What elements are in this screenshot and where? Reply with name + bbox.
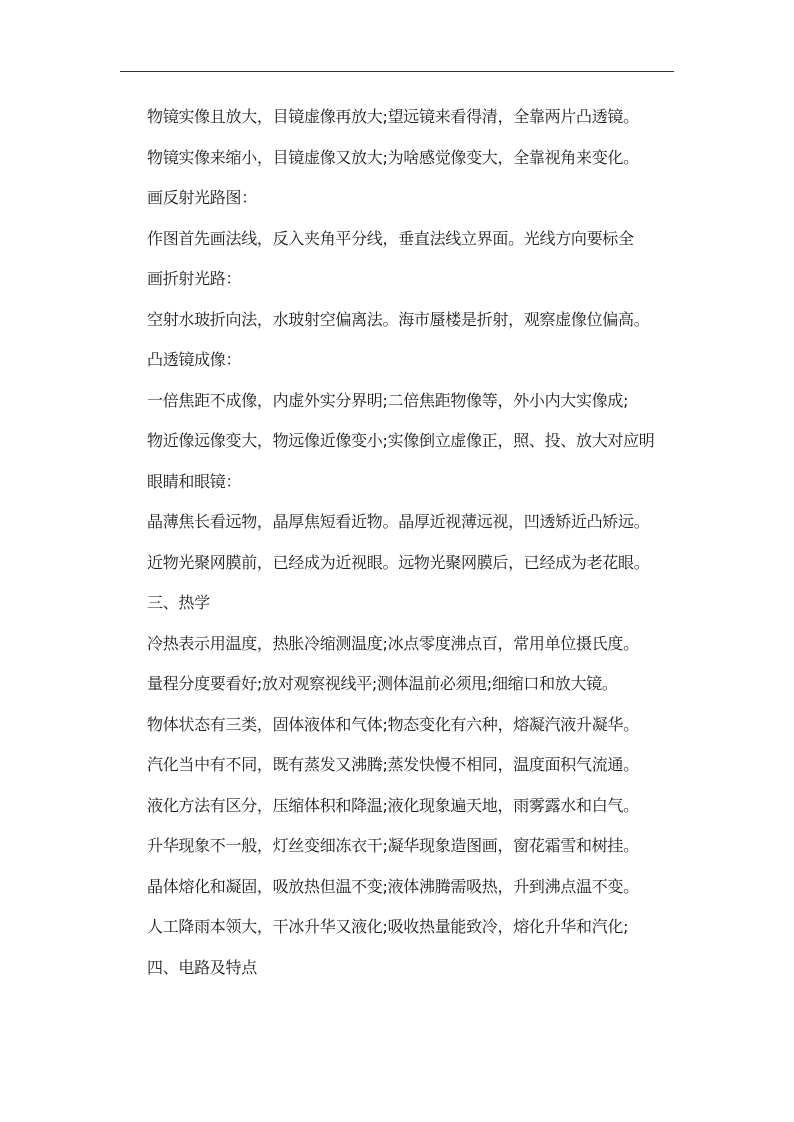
section-heading: 画反射光路图： [147, 188, 257, 207]
text-line: 一倍焦距不成像，内虚外实分界明;二倍焦距物像等，外小内大实像成; [147, 390, 629, 410]
text-line: 物镜实像且放大，目镜虚像再放大;望远镜来看得清，全靠两片凸透镜。 [147, 107, 639, 126]
text-line: 人工降雨本领大，干冰升华又液化;吸收热量能致冷，熔化升华和汽化; [147, 917, 629, 936]
section-heading: 画折射光路： [147, 269, 242, 288]
text-line: 物体状态有三类，固体液体和气体;物态变化有六种，熔凝汽液升凝华。 [147, 714, 639, 734]
text-line: 空射水玻折向法，水玻射空偏离法。海市蜃楼是折射，观察虚像位偏高。 [147, 309, 650, 329]
text-line: 物近像远像变大，物远像近像变小;实像倒立虚像正，照、投、放大对应明 [147, 431, 655, 450]
text-line: 量程分度要看好;放对观察视线平;测体温前必须甩;细缩口和放大镜。 [147, 674, 618, 693]
text-line: 近物光聚网膜前，已经成为近视眼。远物光聚网膜后，已经成为老花眼。 [147, 552, 650, 572]
section-heading: 四、电路及特点 [147, 957, 257, 977]
section-heading: 凸透镜成像： [147, 350, 242, 369]
text-line: 液化方法有区分，压缩体积和降温;液化现象遍天地，雨雾露水和白气。 [147, 795, 639, 815]
text-line: 晶体熔化和凝固，吸放热但温不变;液体沸腾需吸热，升到沸点温不变。 [147, 876, 639, 896]
document-body [147, 103, 707, 994]
text-line: 晶薄焦长看远物，晶厚焦短看近物。晶厚近视薄远视，凹透矫近凸矫远。 [147, 512, 650, 531]
section-heading: 三、热学 [147, 593, 210, 612]
text-line: 升华现象不一般，灯丝变细冻衣干;凝华现象造图画，窗花霜雪和树挂。 [147, 836, 639, 855]
section-heading: 眼睛和眼镜： [147, 471, 242, 491]
text-line: 汽化当中有不同，既有蒸发又沸腾;蒸发快慢不相同，温度面积气流通。 [147, 755, 639, 774]
header-rule [120, 71, 674, 72]
text-line: 物镜实像来缩小，目镜虚像又放大;为啥感觉像变大，全靠视角来变化。 [147, 147, 639, 167]
text-line: 作图首先画法线，反入夹角平分线，垂直法线立界面。光线方向要标全 [147, 228, 634, 248]
text-line: 冷热表示用温度，热胀冷缩测温度;冰点零度沸点百，常用单位摄氏度。 [147, 633, 639, 653]
